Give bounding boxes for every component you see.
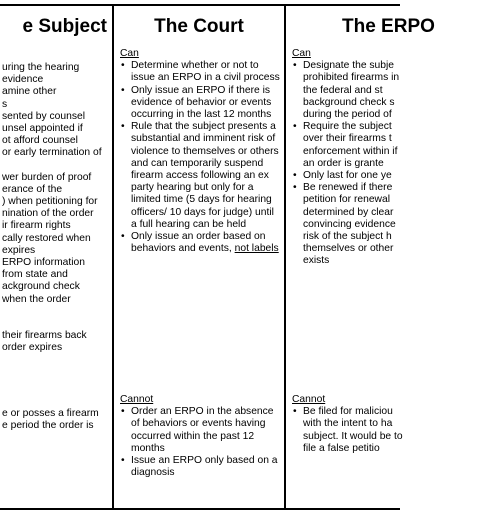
text-line: their firearms back bbox=[2, 330, 87, 342]
subject-can-section bbox=[0, 62, 109, 355]
list-item: • Designate the subje prohibited firearms in the federal and st background check s during the period of bbox=[303, 60, 404, 121]
list-item: • Only last for one ye bbox=[303, 170, 404, 182]
subject-column bbox=[0, 6, 113, 508]
text-line: e or posses a firearm bbox=[2, 408, 99, 419]
list-item: • Determine whether or not to issue an ERPO in a civil process bbox=[131, 60, 280, 84]
text-line: s bbox=[2, 98, 8, 110]
list-item: • Be filed for maliciou with the intent to ha subject. It would be to file a false petitio bbox=[303, 406, 404, 455]
erpo-cannot-list bbox=[292, 406, 404, 455]
list-item: • Only issue an ERPO if there is evidence of behavior or events occurring in the last 12 months bbox=[131, 85, 280, 122]
erpo-can-section bbox=[292, 48, 404, 268]
text-line: ERPO information bbox=[2, 257, 85, 268]
list-item: • Rule that the subject presents a substantial and imminent risk of violence to themselves or others and can temporarily suspend firearm access following an ex party hearing but only for a limited time (5 days for hearing officers/ 10 days for judge) until a full hearing can be held bbox=[131, 121, 280, 231]
text-line: ackground check bbox=[2, 281, 80, 293]
text-line: ot afford counsel bbox=[2, 135, 78, 147]
text-line: ir firearm rights bbox=[2, 220, 71, 232]
erpo-column bbox=[286, 6, 486, 508]
text-line: or early termination of bbox=[2, 147, 102, 159]
text-line: evidence bbox=[2, 74, 44, 86]
text-line bbox=[0, 318, 109, 330]
not-labels-text: not labels bbox=[234, 243, 279, 255]
court-can-list bbox=[120, 60, 280, 255]
text-line: ) when petitioning for bbox=[2, 196, 98, 208]
court-can-section bbox=[120, 48, 280, 255]
court-column-title: The Court bbox=[154, 16, 244, 37]
text-line: uring the hearing bbox=[2, 62, 80, 73]
text-line: from state and bbox=[2, 269, 68, 281]
text-line: wer burden of proof bbox=[2, 171, 92, 183]
text-line: when the order bbox=[2, 293, 71, 305]
court-cannot-list bbox=[120, 406, 280, 479]
text-line: erance of the bbox=[2, 183, 63, 195]
subject-cannot-lines bbox=[0, 408, 109, 432]
list-item: • Be renewed if there petition for renewal determined by clear convincing evidence risk of the subject h themselves or other exists bbox=[303, 182, 404, 267]
subject-column-title: e Subject bbox=[22, 16, 107, 37]
list-item bbox=[131, 231, 280, 255]
text-line bbox=[0, 306, 109, 318]
court-cannot-section bbox=[120, 394, 280, 479]
comparison-table bbox=[0, 4, 435, 510]
text-line: order expires bbox=[2, 342, 63, 354]
erpo-can-list bbox=[292, 60, 404, 267]
list-item: • Require the subject over their firearms t enforcement within if an order is grante bbox=[303, 121, 404, 170]
court-cannot-label: Cannot bbox=[120, 394, 154, 405]
list-item: • Issue an ERPO only based on a diagnosis bbox=[131, 455, 280, 479]
subject-cannot-section bbox=[0, 408, 109, 432]
list-item: • Order an ERPO in the absence of behaviors or events having occurred within the past 12 months bbox=[131, 406, 280, 455]
text-line: e period the order is bbox=[2, 420, 94, 432]
text-line bbox=[0, 160, 109, 172]
text-line: amine other bbox=[2, 86, 57, 98]
court-can-label: Can bbox=[120, 48, 139, 59]
court-column bbox=[114, 6, 284, 508]
erpo-column-title: The ERPO bbox=[342, 16, 435, 37]
erpo-cannot-section bbox=[292, 394, 404, 455]
erpo-can-label: Can bbox=[292, 48, 311, 59]
text-line: expires bbox=[2, 244, 36, 256]
text-line: nination of the order bbox=[2, 208, 94, 220]
text-line: cally restored when bbox=[2, 232, 91, 244]
erpo-cannot-label: Cannot bbox=[292, 394, 326, 405]
text-line: unsel appointed if bbox=[2, 122, 83, 134]
text-line: sented by counsel bbox=[2, 110, 86, 122]
subject-can-lines bbox=[0, 62, 109, 355]
court-can-item-text: Only issue an order based on behaviors and events, bbox=[131, 231, 266, 255]
